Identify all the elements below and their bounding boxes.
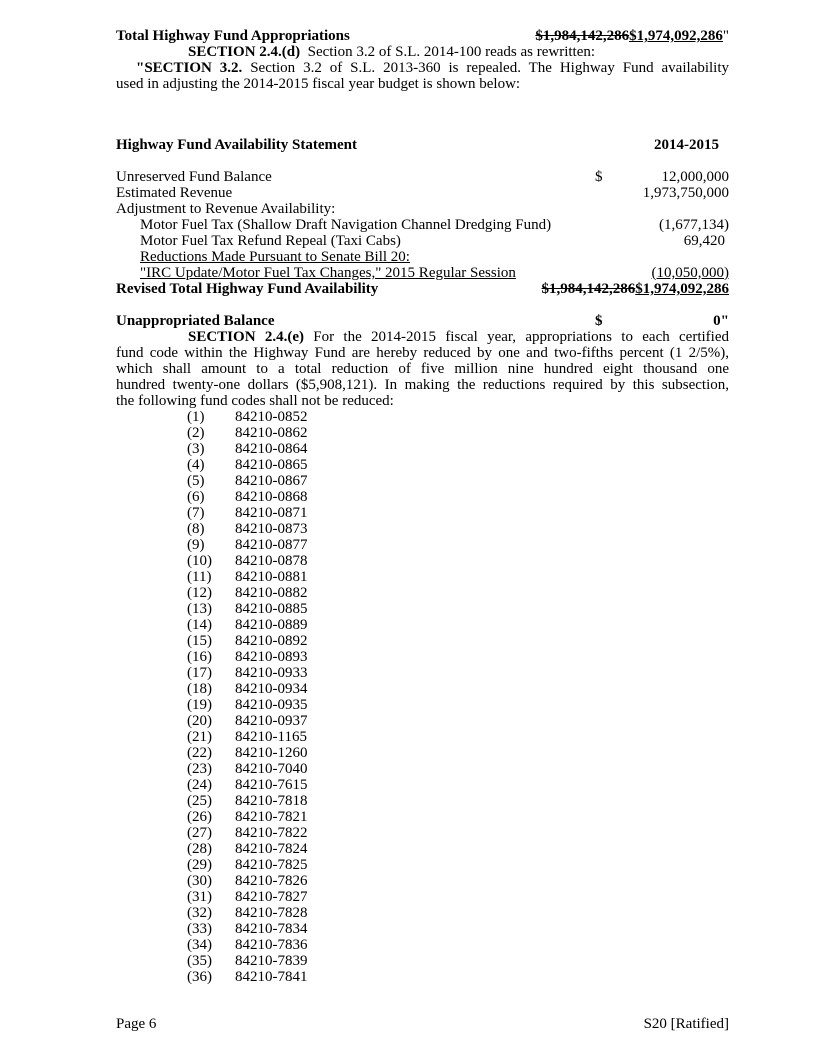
list-item — [116, 553, 729, 569]
list-item — [116, 969, 729, 985]
list-item-code: 84210-0867 — [235, 473, 308, 489]
list-item-number: (34) — [187, 937, 212, 953]
total-old-amount: $1,984,142,286 — [535, 28, 630, 44]
list-item-number: (31) — [187, 889, 212, 905]
list-item — [116, 521, 729, 537]
list-item-number: (23) — [187, 761, 212, 777]
list-item-code: 84210-7818 — [235, 793, 308, 809]
list-item-number: (25) — [187, 793, 212, 809]
row-unreserved-value: 12,000,000 — [661, 169, 729, 185]
list-item-number: (10) — [187, 553, 212, 569]
list-item — [116, 777, 729, 793]
list-item — [116, 585, 729, 601]
list-item-code: 84210-0881 — [235, 569, 308, 585]
list-item-code: 84210-7827 — [235, 889, 308, 905]
list-item-code: 84210-0933 — [235, 665, 308, 681]
section-32-line-2 — [116, 76, 729, 92]
list-item-code: 84210-0892 — [235, 633, 308, 649]
row-motor-fuel-label: Motor Fuel Tax (Shallow Draft Navigation Channel Dredging Fund) — [140, 217, 552, 233]
row-unreserved-dollar: $ — [595, 169, 603, 185]
list-item-code: 84210-0877 — [235, 537, 308, 553]
total-appropriations-label: Total Highway Fund Appropriations — [116, 28, 350, 44]
section-d-line — [116, 44, 729, 60]
row-revised-new-value: $1,974,092,286 — [635, 281, 729, 297]
list-item — [116, 889, 729, 905]
list-item — [116, 873, 729, 889]
row-revised-old-value: $1,984,142,286 — [541, 281, 636, 297]
list-item — [116, 825, 729, 841]
page-footer — [116, 1015, 729, 1033]
section-32-text-1: Section 3.2 of S.L. 2013-360 is repealed. The Highway Fund availability — [250, 60, 729, 76]
row-adjustment — [116, 201, 729, 217]
statement-header — [116, 137, 729, 153]
row-irc — [116, 265, 729, 281]
list-item-number: (14) — [187, 617, 212, 633]
list-item — [116, 473, 729, 489]
list-item — [116, 681, 729, 697]
row-refund — [116, 233, 729, 249]
section-d-heading: SECTION 2.4.(d) — [188, 44, 301, 60]
section-d-text: Section 3.2 of S.L. 2014-100 reads as rewritten: — [307, 44, 596, 60]
row-estimated — [116, 185, 729, 201]
list-item-code: 84210-0862 — [235, 425, 308, 441]
list-item-number: (13) — [187, 601, 212, 617]
row-unreserved-label: Unreserved Fund Balance — [116, 169, 272, 185]
list-item-code: 84210-7826 — [235, 873, 308, 889]
list-item — [116, 857, 729, 873]
section-e-heading: SECTION 2.4.(e) — [188, 329, 304, 345]
row-estimated-value: 1,973,750,000 — [642, 185, 729, 201]
list-item — [116, 665, 729, 681]
list-item — [116, 921, 729, 937]
section-32-text-2: used in adjusting the 2014-2015 fiscal year budget is shown below: — [116, 76, 521, 92]
list-item — [116, 953, 729, 969]
list-item-number: (2) — [187, 425, 205, 441]
list-item-code: 84210-0882 — [235, 585, 308, 601]
list-item-code: 84210-1165 — [235, 729, 307, 745]
row-unappropriated-label: Unappropriated Balance — [116, 313, 275, 329]
section-32-heading: "SECTION 3.2. — [136, 60, 243, 76]
list-item-number: (32) — [187, 905, 212, 921]
section-e-line-5 — [116, 393, 729, 409]
section-e-text-5: the following fund codes shall not be reduced: — [116, 393, 394, 409]
list-item — [116, 713, 729, 729]
row-estimated-label: Estimated Revenue — [116, 185, 233, 201]
row-refund-value: 69,420 — [683, 233, 725, 249]
list-item-code: 84210-0889 — [235, 617, 308, 633]
closing-quote: " — [722, 28, 729, 44]
list-item-number: (21) — [187, 729, 212, 745]
total-new-amount: $1,974,092,286 — [629, 28, 723, 44]
list-item — [116, 937, 729, 953]
list-item-code: 84210-0935 — [235, 697, 308, 713]
section-e-text-2: fund code within the Highway Fund are hereby reduced by one and two-fifths percent (1 2/5%), — [116, 345, 729, 361]
section-e-line-2 — [116, 345, 729, 361]
list-item-code: 84210-7824 — [235, 841, 308, 857]
row-reductions — [116, 249, 729, 265]
row-irc-label: "IRC Update/Motor Fuel Tax Changes," 2015 Regular Session — [140, 265, 516, 281]
list-item-code: 84210-0873 — [235, 521, 308, 537]
list-item-code: 84210-0878 — [235, 553, 308, 569]
list-item-number: (27) — [187, 825, 212, 841]
section-e-text-3: which shall amount to a total reduction of five million nine hundred eight thousand one — [116, 361, 729, 377]
list-item-code: 84210-0937 — [235, 713, 308, 729]
section-e-text-1: For the 2014-2015 fiscal year, appropriations to each certified — [313, 329, 729, 345]
list-item-number: (3) — [187, 441, 205, 457]
document-page — [116, 0, 729, 1056]
row-unappropriated — [116, 313, 729, 329]
list-item-number: (8) — [187, 521, 205, 537]
list-item — [116, 761, 729, 777]
list-item-code: 84210-0871 — [235, 505, 308, 521]
list-item-number: (35) — [187, 953, 212, 969]
list-item — [116, 633, 729, 649]
list-item — [116, 601, 729, 617]
list-item-code: 84210-0885 — [235, 601, 308, 617]
list-item-code: 84210-7822 — [235, 825, 308, 841]
row-unreserved — [116, 169, 729, 185]
list-item-number: (33) — [187, 921, 212, 937]
list-item-number: (30) — [187, 873, 212, 889]
list-item-code: 84210-0852 — [235, 409, 308, 425]
row-revised-label: Revised Total Highway Fund Availability — [116, 281, 379, 297]
list-item-code: 84210-7839 — [235, 953, 308, 969]
row-adjustment-label: Adjustment to Revenue Availability: — [116, 201, 336, 217]
list-item-code: 84210-7040 — [235, 761, 308, 777]
list-item — [116, 905, 729, 921]
list-item-code: 84210-7828 — [235, 905, 308, 921]
list-item — [116, 729, 729, 745]
list-item-number: (26) — [187, 809, 212, 825]
list-item-code: 84210-7841 — [235, 969, 308, 985]
section-e-text-4: hundred twenty-one dollars ($5,908,121). In making the reductions required by this subsection, — [116, 377, 729, 393]
list-item-number: (1) — [187, 409, 205, 425]
bill-identifier: S20 [Ratified] — [643, 1016, 729, 1032]
statement-year: 2014-2015 — [654, 137, 719, 153]
list-item-number: (24) — [187, 777, 212, 793]
list-item-code: 84210-0934 — [235, 681, 308, 697]
row-refund-label: Motor Fuel Tax Refund Repeal (Taxi Cabs) — [140, 233, 401, 249]
total-appropriations-amounts — [535, 28, 729, 44]
list-item — [116, 809, 729, 825]
list-item-number: (4) — [187, 457, 205, 473]
row-unappropriated-dollar: $ — [595, 313, 603, 329]
page-number: Page 6 — [116, 1016, 157, 1032]
row-irc-value: (10,050,000) — [651, 265, 729, 281]
list-item-number: (17) — [187, 665, 212, 681]
list-item-code: 84210-7615 — [235, 777, 308, 793]
list-item — [116, 441, 729, 457]
row-unappropriated-amount: 0" — [713, 313, 729, 329]
section-e-line-3 — [116, 361, 729, 377]
list-item-code: 84210-0893 — [235, 649, 308, 665]
section-e-line-1 — [116, 329, 729, 345]
section-32-line-1 — [116, 60, 729, 76]
list-item-number: (6) — [187, 489, 205, 505]
list-item-code: 84210-7825 — [235, 857, 308, 873]
list-item-number: (20) — [187, 713, 212, 729]
list-item-number: (5) — [187, 473, 205, 489]
list-item — [116, 793, 729, 809]
list-item — [116, 569, 729, 585]
list-item — [116, 457, 729, 473]
list-item-number: (12) — [187, 585, 212, 601]
row-motor-fuel — [116, 217, 729, 233]
list-item-code: 84210-0865 — [235, 457, 308, 473]
row-motor-fuel-value: (1,677,134) — [659, 217, 729, 233]
list-item-code: 84210-1260 — [235, 745, 308, 761]
list-item-number: (28) — [187, 841, 212, 857]
list-item-number: (11) — [187, 569, 212, 585]
list-item-number: (22) — [187, 745, 212, 761]
row-revised — [116, 281, 729, 297]
list-item-number: (15) — [187, 633, 212, 649]
row-unappropriated-value — [713, 313, 729, 329]
list-item — [116, 745, 729, 761]
list-item — [116, 489, 729, 505]
list-item — [116, 409, 729, 425]
list-item-number: (36) — [187, 969, 212, 985]
list-item-code: 84210-0864 — [235, 441, 308, 457]
list-item-code: 84210-7836 — [235, 937, 308, 953]
row-reductions-label: Reductions Made Pursuant to Senate Bill 20: — [140, 249, 410, 265]
list-item — [116, 697, 729, 713]
list-item-number: (7) — [187, 505, 205, 521]
list-item-code: 84210-7821 — [235, 809, 308, 825]
list-item-number: (9) — [187, 537, 205, 553]
list-item — [116, 841, 729, 857]
list-item-number: (29) — [187, 857, 212, 873]
list-item-number: (19) — [187, 697, 212, 713]
list-item — [116, 505, 729, 521]
list-item-number: (18) — [187, 681, 212, 697]
row-revised-amounts — [542, 281, 730, 297]
list-item-code: 84210-7834 — [235, 921, 308, 937]
list-item-number: (16) — [187, 649, 212, 665]
list-item — [116, 537, 729, 553]
total-appropriations-line — [116, 28, 729, 44]
statement-title: Highway Fund Availability Statement — [116, 137, 357, 153]
list-item — [116, 425, 729, 441]
section-e-line-4 — [116, 377, 729, 393]
list-item — [116, 617, 729, 633]
list-item — [116, 649, 729, 665]
list-item-code: 84210-0868 — [235, 489, 308, 505]
